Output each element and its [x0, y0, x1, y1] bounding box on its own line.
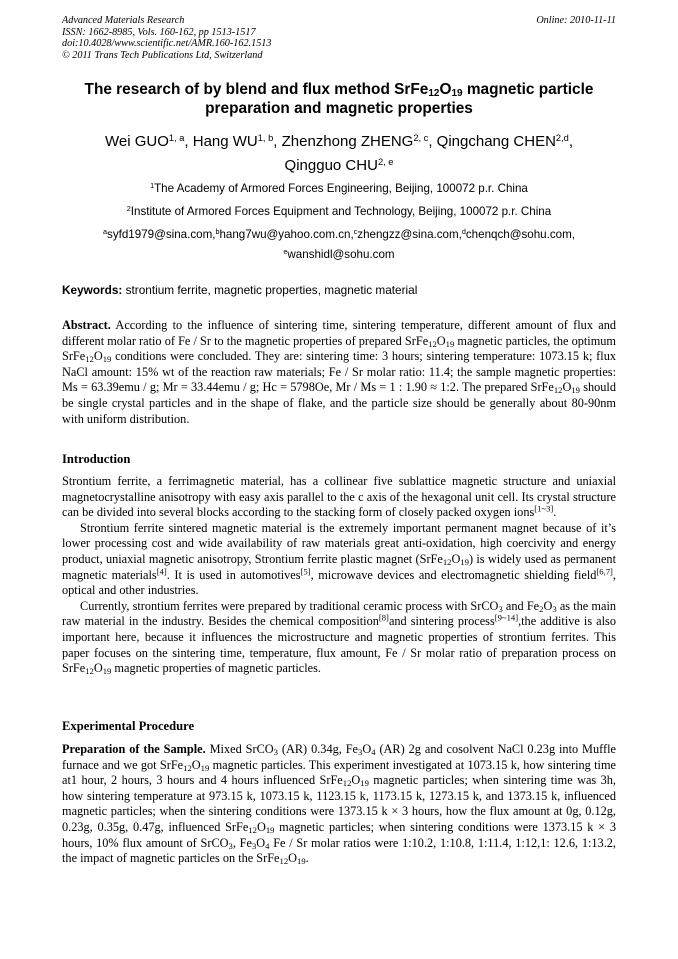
affiliation-2: $^2$Institute of Armored Forces Equipment and Technology, Beijing, 100072 p.r. China — [126, 204, 552, 218]
introduction-heading: Introduction — [62, 452, 131, 466]
issn-line: ISSN: 1662-8985, Vols. 160-162, pp 1513-1517 — [62, 26, 256, 38]
experimental-heading: Experimental Procedure — [62, 719, 195, 733]
keywords: Keywords: strontium ferrite, magnetic properties, magnetic material — [62, 283, 418, 297]
introduction-body: Strontium ferrite, a ferrimagnetic material, has a collinear five sublattice magnetic structure and uniaxial magnetocrystalline anisotropy with easy axis parallel to the c axis of the hexagonal unit cell. Its crystal structure can be divided into several blocks according to the stacking form of closely packed oxygen ions[1~3]. Strontium ferrite sintered magnetic material is the extremely important permanent magnet because of it’s lower processing cost and wide availability of raw materials great anti-oxidation, high coercivity and energy product, uniaxial magnetic anisotropy, Strontium ferrite plastic magnet $(SrFe_{12}O_{19})$ is widely used as permanent magnetic materials[4]. It is used in automotives[5], microwave devices and electromagnetic shielding field[6,7], optical and other industries. Currently, strontium ferrites were prepared by traditional ceramic process with SrCO$_3$ and $Fe_2O_3$ as the main raw material in the industry. Besides the chemical composition[8]and sintering process[9~14],the additive is also important here, because it influences the microstructure and magnetic properties of strontium ferrites. This paper focuses on the sintering time, temperature, flux amount, Fe / Sr molar ratio of preparation process on $SrFe_{12}O_{19}$ magnetic properties of magnetic particles. — [62, 474, 617, 677]
doi-line: doi:10.4028/www.scientific.net/AMR.160-162.1513 — [62, 38, 272, 50]
affiliation-1: $^1$The Academy of Armored Forces Engineering, Beijing, 100072 p.r. China — [150, 181, 528, 195]
journal-header — [62, 15, 616, 61]
journal-name: Advanced Materials Research — [62, 15, 185, 26]
copyright-line: © 2011 Trans Tech Publications Ltd, Switzerland — [62, 49, 263, 61]
abstract: Abstract. According to the influence of sintering time, sintering temperature, different amount of flux and different molar ratio of Fe / Sr to the magnetic properties of prepared $SrFe_{12}O_{19}$ magnetic particles, the optimum $SrFe_{12}O_{19}$ conditions were concluded. They are: sintering time: 3 hours; sintering temperature: 1073.15 k; flux NaCl amount: 15% wt of the reaction raw materials; Fe / Sr molar ratio: 11.4; the sample magnetic properties: Ms = 63.39emu / g; Mr = 33.44emu / g; Hc = 5798Oe, Mr / Ms = 1 : 1.90 ≈ 1:2. The prepared $SrFe_{12}O_{19}$ should be single crystal particles and in the shape of flake, and the particle size should be generally about 80-90nm with uniform distribution. — [62, 318, 616, 426]
author-list: Wei GUO$^{1, a}$, Hang WU$^{1, b}$, Zhenzhong ZHENG$^{2, c}$, Qingchang CHEN$^{2,d}$, Qingguo CHU$^{2, e}$ — [104, 132, 574, 174]
email-line-2: $^e$wanshidl@sohu.com — [283, 247, 395, 261]
online-date: Online: 2010-11-11 — [536, 15, 616, 26]
paper-title: The research of by blend and flux method $SrFe_{12}O_{19}$ magnetic particle preparation and magnetic properties — [84, 81, 594, 117]
email-line-1: $^a$syfd1979@sina.com,$^b$hang7wu@yahoo.com.cn,$^c$zhengzz@sina.com,$^d$chenqch@sohu.com, — [103, 227, 575, 241]
experimental-body: Preparation of the Sample. Mixed SrCO$_3$ (AR) 0.34g, $Fe_3O_4$ (AR) 2g and cosolvent NaCl 0.23g into Muffle furnace and we got $SrFe_{12}O_{19}$ magnetic particles. This experiment investigated at 1073.15 k, how sintering time at1 hour, 2 hours, 3 hours and 4 hours influenced $SrFe_{12}O_{19}$ magnetic particles; when sintering time was 3h, how sintering temperature at 973.15 k, 1073.15 k, 1123.15 k, 1173.15 k, 1273.15 k, and 1373.15 k, influenced magnetic particles; when the sintering conditions were 1373.15 k × 3 hours, how the flux amount at 0g, 0.12g, 0.23g, 0.35g, 0.47g, influenced $SrFe_{12}O_{19}$ magnetic particles; when sintering conditions were 1373.15 k × 3 hours, 10% flux amount of SrCO$_3$, $Fe_3O_4$ Fe / Sr molar ratios were 1:10.2, 1:10.8, 1:11.4, 1:12,1: 12.6, 1:13.2, the impact of magnetic particles on the $SrFe_{12}O_{19}$. — [62, 742, 616, 867]
